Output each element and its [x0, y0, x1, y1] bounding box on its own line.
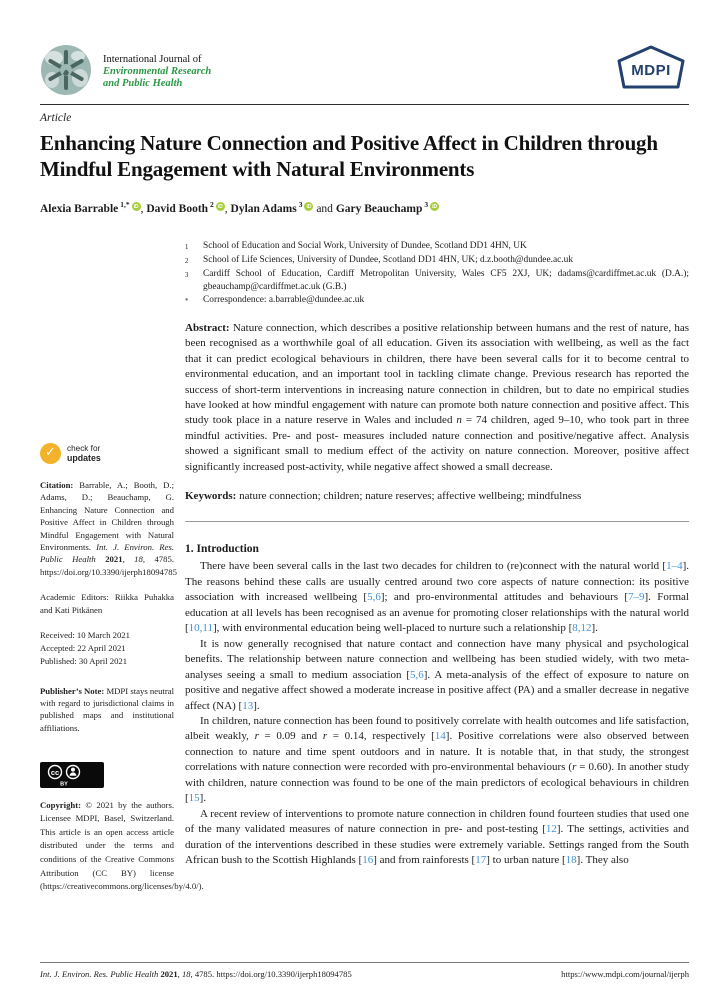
author-name: Gary Beauchamp: [335, 202, 423, 215]
journal-logo-block[interactable]: [40, 44, 211, 96]
keywords: [185, 489, 689, 504]
affiliation-text: Correspondence: a.barrable@dundee.ac.uk: [203, 295, 365, 305]
received-date: Received: 10 March 2021: [40, 630, 130, 641]
author-joiner: ,: [224, 202, 231, 215]
orcid-icon[interactable]: iD: [432, 203, 438, 210]
text-segment: Citation:: [40, 480, 80, 490]
page-footer: [40, 969, 689, 979]
journal-name-line3: and Public Health: [103, 77, 183, 89]
article-type-label: Article: [40, 112, 72, 124]
check-glyph: ✓: [45, 445, 56, 461]
dates-block: [40, 629, 174, 669]
author-name: Dylan Adams: [230, 202, 297, 215]
citation-link[interactable]: 10,11: [188, 622, 214, 635]
footer-citation: [40, 969, 352, 979]
text-segment: nature connection; children; nature reserves; affective wellbeing; mindfulness: [239, 490, 582, 503]
affiliation-marker: 3: [185, 272, 189, 279]
text-segment: It is now generally recognised that nature contact and connection have many physical and psychological benefits. The relationship between nature connection and wellbeing has been studied widely, with two meta-analyses seeing a small to medium association [: [185, 637, 689, 681]
citation-link[interactable]: 13: [242, 699, 254, 712]
text-segment: 18: [134, 554, 143, 565]
citation-link[interactable]: 18: [565, 854, 577, 867]
citation-link[interactable]: 16: [362, 854, 374, 867]
author-line: [40, 200, 688, 215]
text-segment: ] and from rainforests [: [373, 854, 476, 867]
text-segment: Publisher’s Note:: [40, 685, 107, 696]
orcid-icon[interactable]: iD: [217, 203, 223, 210]
author-affiliation-sup: 3: [424, 200, 429, 209]
affiliation-text: School of Life Sciences, University of Dundee, Scotland DD1 4HN, UK; d.z.booth@dundee.ac.uk: [203, 255, 574, 265]
affiliation-row: [185, 268, 689, 294]
affiliation-row: [185, 294, 689, 308]
page-title: Enhancing Nature Connection and Positive Affect in Children through Mindful Engagement with Natural Environments: [40, 131, 658, 181]
author-joiner: ,: [140, 202, 147, 215]
text-segment: 18: [181, 969, 191, 979]
text-segment: = 74 children, aged 9–10, who took part in three mindful activities. Pre- and post- measures included nature connection and positive/negative affect. Analysis showed a significant small to medium effect of the activity on nature connection. Moreover, positive affect significantly increased post-activity, while negative affect showed a small decrease.: [185, 414, 689, 473]
text-segment: ,: [122, 554, 135, 565]
check-badge-line2: updates: [67, 452, 101, 463]
author-affiliation-sup: 2: [210, 200, 214, 209]
main-column: [185, 240, 689, 869]
mdpi-logo[interactable]: [613, 44, 689, 92]
text-segment: ], with environmental education being well-placed to nurture such a relationship [: [213, 622, 573, 635]
affiliation-marker: 2: [185, 258, 189, 265]
text-segment: ] to urban nature [: [486, 854, 566, 867]
footer-journal-url[interactable]: https://www.mdpi.com/journal/ijerph: [561, 969, 689, 979]
text-segment: r: [254, 730, 259, 743]
page-header: [40, 44, 689, 96]
intro-paragraph-2: [185, 637, 689, 714]
author-joiner: and: [313, 202, 336, 215]
published-date: Published: 30 April 2021: [40, 656, 128, 667]
text-segment: There have been several calls in the last two decades for children to (re)connect with the natural world [: [200, 560, 667, 573]
header-divider: [40, 104, 689, 105]
svg-text:MDPI: MDPI: [631, 62, 671, 79]
intro-paragraph-4: [185, 807, 689, 869]
author-name: David Booth: [146, 202, 209, 215]
accepted-date: Accepted: 22 April 2021: [40, 643, 126, 654]
text-segment: ]. The settings, activities and duration of the interventions described in these studies were extremely variable. Settings ranged from the South African bush to the Scottish Highlands [: [185, 823, 689, 867]
text-segment: ]. Positive correlations were also observed between connection to nature and time spent outdoors and in nature. It is notable that, in that study, the strongest correlations with nature connection were recorded with pro-environmental behaviours (: [185, 730, 690, 774]
affiliation-row: [185, 240, 689, 254]
citation-link[interactable]: 7–9: [628, 591, 645, 604]
svg-text:cc: cc: [50, 768, 60, 778]
publisher-note: [40, 685, 174, 735]
text-segment: = 0.14, respectively [: [327, 730, 435, 743]
citation-link[interactable]: 8,12: [572, 622, 592, 635]
author-affiliation-sup: 1,*: [120, 200, 130, 209]
section-divider: [185, 521, 689, 522]
text-segment: © 2021 by the authors. Licensee MDPI, Basel, Switzerland. This article is an open access article distributed under the terms and conditions of the Creative Commons Attribution (CC BY) license (https://creativecommons.org/licenses/by/4.0/).: [40, 799, 204, 892]
journal-globe-logo-icon: [40, 44, 92, 96]
intro-paragraph-3: [185, 714, 689, 807]
text-segment: Int. J. Environ. Res. Public Health: [40, 542, 175, 565]
citation-link[interactable]: 14: [434, 730, 446, 743]
author-affiliation-sup: 3: [298, 200, 303, 209]
copyright-block: [40, 799, 204, 894]
text-segment: ].: [199, 792, 207, 805]
check-icon: [40, 443, 61, 464]
text-segment: Int. J. Environ. Res. Public Health: [40, 969, 161, 979]
text-segment: ]. A meta-analysis of the effect of exposure to nature on positive and negative affect showed a moderate increase in positive affect (PA) and a smaller decrease in negative affect (NA) [: [185, 668, 689, 712]
text-segment: 2021: [160, 969, 178, 979]
citation-link[interactable]: 5,6: [410, 668, 424, 681]
text-segment: , 4785. https://doi.org/10.3390/ijerph18094785: [40, 554, 177, 577]
text-segment: n: [456, 414, 462, 427]
academic-editors: Academic Editors: Riikka Puhakka and Kati Pitkänen: [40, 592, 174, 615]
svg-text:BY: BY: [60, 781, 68, 788]
text-segment: = 0.09 and: [258, 730, 323, 743]
citation-link[interactable]: 15: [188, 792, 200, 805]
affiliation-text: Cardiff School of Education, Cardiff Metropolitan University, Wales CF5 2XJ, UK; dadams@cardiffmet.ac.uk (D.A.); gbeauchamp@cardiffmet.ac.uk (G.B.): [203, 269, 689, 292]
text-segment: Barrable, A.; Booth, D.; Adams, D.; Beauchamp, G. Enhancing Nature Connection and Positive Affect in Children through Mindful Engagement with Natural Environments.: [40, 480, 174, 553]
text-segment: ]; and pro-environmental attitudes and behaviours [: [380, 591, 629, 604]
affiliations-list: [185, 240, 689, 308]
text-segment: = 0.60). In another study with children, nature connection was found to be one of the main predictors of ecological behaviours in children [: [185, 761, 689, 805]
abstract: [185, 321, 689, 475]
citation-link[interactable]: 1–4: [666, 560, 683, 573]
text-segment: r: [572, 761, 577, 774]
check-for-updates-badge[interactable]: [40, 443, 174, 464]
orcid-icon[interactable]: iD: [133, 203, 139, 210]
citation-link[interactable]: 12: [545, 823, 557, 836]
author-name: Alexia Barrable: [40, 202, 119, 215]
text-segment: ].: [253, 699, 260, 712]
section-heading-introduction: 1. Introduction: [185, 543, 259, 556]
citation-block: [40, 479, 177, 578]
orcid-icon[interactable]: iD: [306, 203, 312, 210]
text-segment: 2021: [105, 554, 123, 565]
check-badge-text: [67, 444, 101, 463]
text-segment: ]. Formal education at all levels has been recognised as an avenue for promoting closer relationships with the natural world [: [185, 591, 689, 635]
citation-link[interactable]: 5,6: [367, 591, 381, 604]
journal-name: [103, 51, 211, 90]
text-segment: ]. The reasons behind these calls are usually centred around two core aspects of nature connection: its positive association with increased wellbeing [: [185, 560, 689, 604]
journal-name-line1: International Journal of: [103, 53, 202, 65]
text-segment: r: [322, 730, 328, 743]
text-segment: MDPI stays neutral with regard to jurisdictional claims in published maps and institutional affiliations.: [40, 685, 174, 733]
affiliation-row: [185, 254, 689, 268]
affiliation-marker: 1: [185, 244, 189, 251]
text-segment: Nature connection, which describes a positive relationship between humans and the rest of nature, has been recognised as a worthwhile goal of all education. Given its association with wellbeing, as well as the fact that it can predict ecological behaviours in children, there have been several calls for it to become central to environmental education, and an important tool in tackling climate change. Previous research has reported the success of short-term interventions in increasing nature connection in children, but to date no empirical studies have looked at how mindful engagement with nature can promote both nature connection and positive affect. This study took place in a nature reserve in Wales and included: [185, 322, 689, 427]
text-segment: ]. They also: [576, 854, 629, 867]
text-segment: ,: [177, 969, 182, 979]
affiliation-marker: *: [185, 298, 189, 305]
text-segment: In children, nature connection has been found to positively correlate with health outcomes and life satisfaction, albeit weakly,: [185, 715, 689, 743]
text-segment: ].: [591, 622, 598, 635]
journal-name-line2: Environmental Research: [103, 65, 212, 77]
footer-divider: [40, 962, 689, 963]
text-segment: Copyright:: [40, 799, 86, 810]
text-segment: , 4785. https://doi.org/10.3390/ijerph18094785: [190, 969, 352, 979]
citation-link[interactable]: 17: [475, 854, 487, 867]
affiliation-text: School of Education and Social Work, University of Dundee, Scotland DD1 4HN, UK: [203, 241, 527, 251]
intro-paragraph-1: [185, 559, 689, 636]
cc-by-license-badge[interactable]: [40, 762, 174, 791]
text-segment: A recent review of interventions to promote nature connection in children found fourteen studies that used one of the many validated measures of nature connection in pre- and post-testing [: [185, 807, 689, 836]
text-segment: Abstract:: [185, 322, 233, 334]
text-segment: Keywords:: [185, 490, 240, 503]
check-badge-line1: check for: [67, 444, 101, 453]
